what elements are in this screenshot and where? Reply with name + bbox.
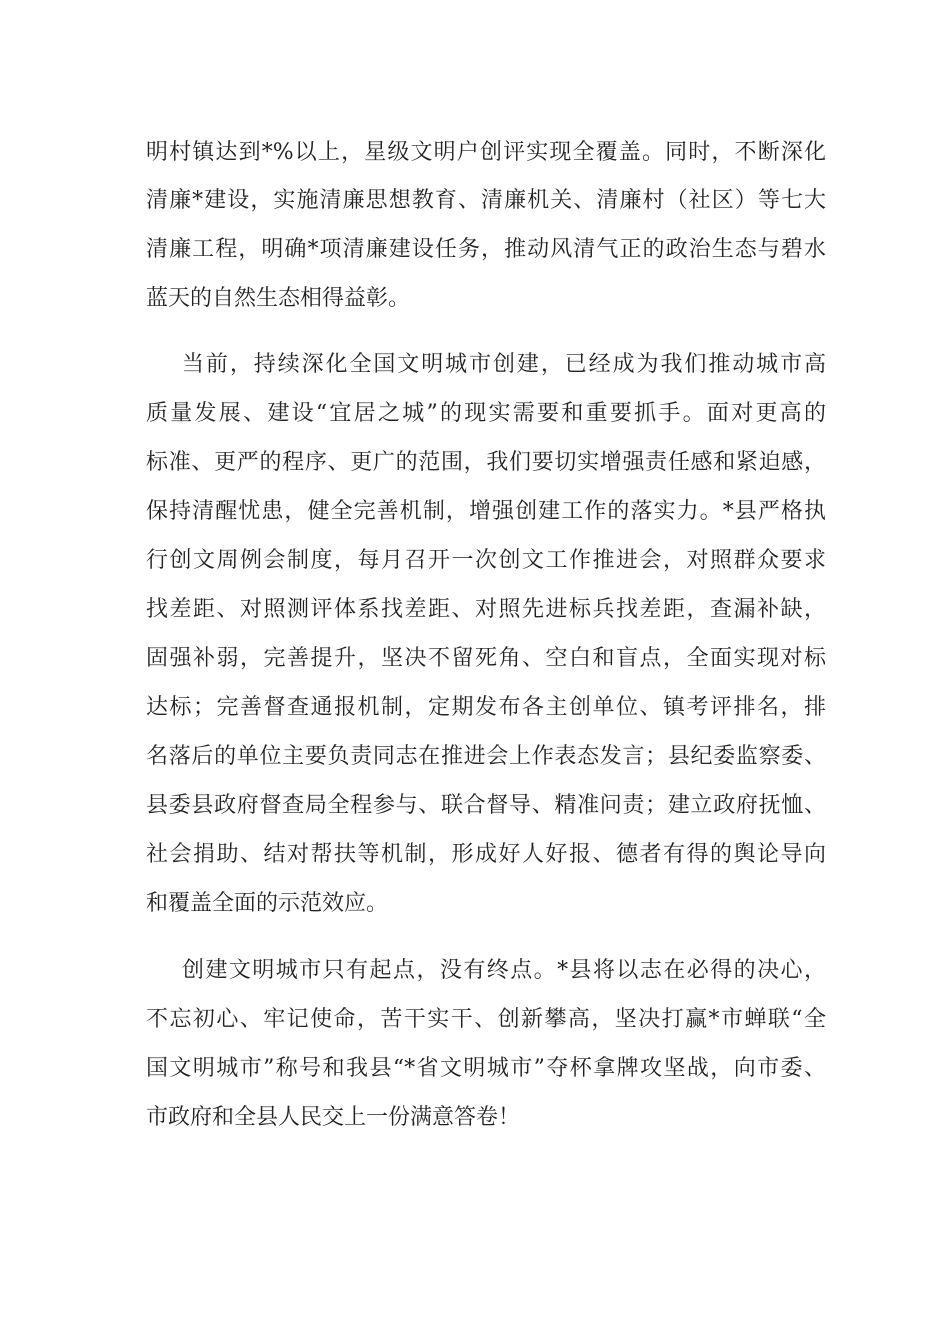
text-line: 明村镇达到*%以上，星级文明户创评实现全覆盖。同时，不断深化 bbox=[146, 140, 826, 165]
text-line: 保持清醒忧患，健全完善机制，增强创建工作的落实力。*县严格执 bbox=[146, 499, 826, 524]
text-line: 清廉*建设，实施清廉思想教育、清廉机关、清廉村（社区）等七大 bbox=[146, 188, 826, 213]
text-line: 达标；完善督查通报机制，定期发布各主创单位、镇考评排名，排 bbox=[146, 695, 826, 720]
text-line: 当前，持续深化全国文明城市创建，已经成为我们推动城市高 bbox=[182, 352, 826, 377]
text-line: 国文明城市”称号和我县“*省文明城市”夺杯拿牌攻坚战，向市委、 bbox=[146, 1056, 826, 1081]
text-line: 质量发展、建设“宜居之城”的现实需要和重要抓手。面对更高的 bbox=[146, 401, 826, 426]
text-line: 找差距、对照测评体系找差距、对照先进标兵找差距，查漏补缺， bbox=[146, 597, 826, 622]
text-line: 名落后的单位主要负责同志在推进会上作表态发言；县纪委监察委、 bbox=[146, 744, 826, 769]
text-line: 蓝天的自然生态相得益彰。 bbox=[146, 286, 411, 311]
text-line: 标准、更严的程序、更广的范围，我们要切实增强责任感和紧迫感， bbox=[146, 450, 826, 475]
text-line: 清廉工程，明确*项清廉建设任务，推动风清气正的政治生态与碧水 bbox=[146, 237, 826, 262]
text-line: 县委县政府督查局全程参与、联合督导、精准问责；建立政府抚恤、 bbox=[146, 793, 826, 818]
text-line: 固强补弱，完善提升，坚决不留死角、空白和盲点，全面实现对标 bbox=[146, 646, 826, 671]
text-line: 行创文周例会制度，每月召开一次创文工作推进会，对照群众要求 bbox=[146, 548, 826, 573]
text-line: 社会捐助、结对帮扶等机制，形成好人好报、德者有得的舆论导向 bbox=[146, 842, 826, 867]
text-line: 不忘初心、牢记使命，苦干实干、创新攀高，坚决打赢*市蝉联“全 bbox=[146, 1007, 826, 1032]
text-line: 市政府和全县人民交上一份满意答卷！ bbox=[146, 1105, 521, 1130]
text-line: 和覆盖全面的示范效应。 bbox=[146, 891, 389, 916]
text-line: 创建文明城市只有起点，没有终点。*县将以志在必得的决心， bbox=[182, 958, 826, 983]
